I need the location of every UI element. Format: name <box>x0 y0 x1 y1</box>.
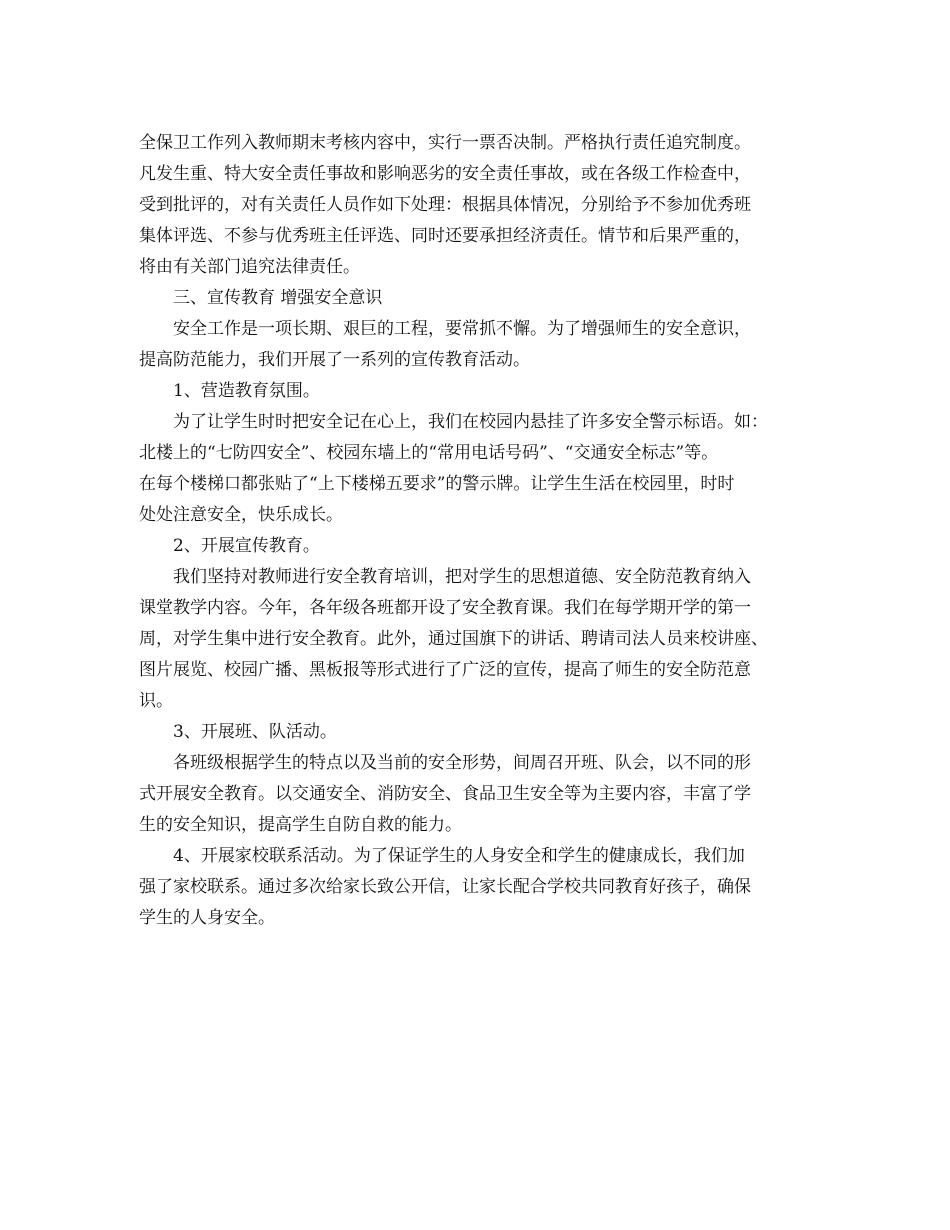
subheading: 1、营造教育氛围。 <box>173 381 320 401</box>
text-line: 全保卫工作列入教师期末考核内容中，实行一票否决制。严格执行责任追究制度。 <box>139 133 751 153</box>
text-line: 集体评选、不参与优秀班主任评选、同时还要承担经济责任。情节和后果严重的， <box>139 226 751 246</box>
subheading: 3、开展班、队活动。 <box>173 722 337 742</box>
text-line: 将由有关部门追究法律责任。 <box>139 257 360 277</box>
text-line: 周，对学生集中进行安全教育。此外，通过国旗下的讲话、聘请司法人员来校讲座、 <box>139 629 768 649</box>
paragraph-start: 安全工作是一项长期、艰巨的工程，要常抓不懈。为了增强师生的安全意识， <box>173 319 751 339</box>
text-line: 北楼上的“七防四安全”、校园东墙上的“常用电话号码”、“交通安全标志”等。 <box>139 443 719 463</box>
text-line: 受到批评的，对有关责任人员作如下处理：根据具体情况，分别给予不参加优秀班 <box>139 195 751 215</box>
text-line: 提高防范能力，我们开展了一系列的宣传教育活动。 <box>139 350 530 370</box>
section-heading: 三、宣传教育 增强安全意识 <box>173 288 383 308</box>
text-line: 图片展览、校园广播、黑板报等形式进行了广泛的宣传，提高了师生的安全防范意 <box>139 660 751 680</box>
text-line: 处处注意安全，快乐成长。 <box>139 505 343 525</box>
text-line: 学生的人身安全。 <box>139 908 275 928</box>
text-line: 课堂教学内容。今年，各年级各班都开设了安全教育课。我们在每学期开学的第一 <box>139 598 751 618</box>
document-body <box>139 128 819 934</box>
text-line: 生的安全知识，提高学生自防自救的能力。 <box>139 815 462 835</box>
paragraph-start: 各班级根据学生的特点以及当前的安全形势，间周召开班、队会，以不同的形 <box>173 753 751 773</box>
text-line: 识。 <box>139 691 173 711</box>
text-line: 强了家校联系。通过多次给家长致公开信，让家长配合学校共同教育好孩子，确保 <box>139 877 751 897</box>
text-line: 在每个楼梯口都张贴了“上下楼梯五要求”的警示牌。让学生生活在校园里，时时 <box>139 474 735 494</box>
text-line: 凡发生重、特大安全责任事故和影响恶劣的安全责任事故，或在各级工作检查中， <box>139 164 751 184</box>
paragraph-start: 4、开展家校联系活动。为了保证学生的人身安全和学生的健康成长，我们加 <box>173 846 745 866</box>
text-line: 式开展安全教育。以交通安全、消防安全、食品卫生安全等为主要内容，丰富了学 <box>139 784 751 804</box>
subheading: 2、开展宣传教育。 <box>173 536 320 556</box>
paragraph-start: 为了让学生时时把安全记在心上，我们在校园内悬挂了许多安全警示标语。如： <box>173 412 768 432</box>
paragraph-start: 我们坚持对教师进行安全教育培训，把对学生的思想道德、安全防范教育纳入 <box>173 567 751 587</box>
